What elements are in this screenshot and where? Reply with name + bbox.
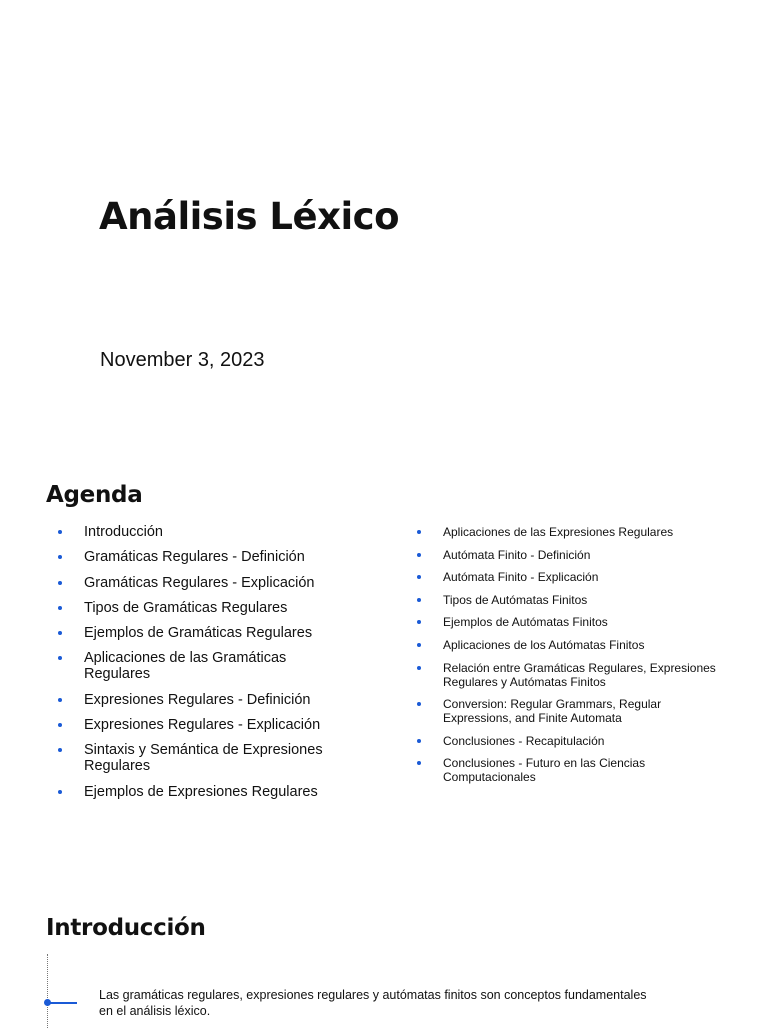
agenda-item-label: Conversion: Regular Grammars, Regular Expressions, and Finite Automata xyxy=(443,697,662,726)
bullet-icon xyxy=(58,581,62,585)
agenda-item-label: Conclusiones - Futuro en las Ciencias Computacionales xyxy=(443,756,646,785)
agenda-item-label: Gramáticas Regulares - Definición xyxy=(84,549,305,566)
agenda-item-label: Sintaxis y Semántica de Expresiones Regulares xyxy=(84,742,323,775)
agenda-item xyxy=(415,570,725,584)
agenda-item-label: Tipos de Autómatas Finitos xyxy=(443,592,588,607)
timeline-line xyxy=(47,954,48,1028)
agenda-item-label: Aplicaciones de las Expresiones Regulares xyxy=(443,525,674,539)
agenda-item xyxy=(56,784,346,800)
agenda-item-label: Expresiones Regulares - Explicación xyxy=(84,717,321,734)
bullet-icon xyxy=(417,598,421,602)
bullet-icon xyxy=(58,606,62,610)
agenda-item xyxy=(415,615,725,629)
introduccion-heading: Introducción xyxy=(46,915,206,941)
bullet-icon xyxy=(58,656,62,660)
bullet-icon xyxy=(58,631,62,635)
agenda-item xyxy=(415,638,725,652)
bullet-icon xyxy=(417,530,421,534)
bullet-icon xyxy=(417,620,421,624)
agenda-item xyxy=(415,697,725,725)
introduccion-text: Las gramáticas regulares, expresiones regulares y autómatas finitos son conceptos fundamentales en el análisis léxico. xyxy=(99,988,647,1018)
bullet-icon xyxy=(58,555,62,559)
agenda-item xyxy=(56,575,346,591)
agenda-item-label: Relación entre Gramáticas Regulares, Expresiones Regulares y Autómatas Finitos xyxy=(443,660,716,689)
agenda-item xyxy=(56,600,346,616)
agenda-item-label: Gramáticas Regulares - Explicación xyxy=(84,574,315,591)
bullet-icon xyxy=(417,761,421,765)
agenda-item xyxy=(415,734,725,748)
agenda-item xyxy=(56,742,346,774)
agenda-item-label: Introducción xyxy=(84,524,163,540)
agenda-item xyxy=(415,593,725,607)
bullet-icon xyxy=(417,702,421,706)
presentation-date: November 3, 2023 xyxy=(100,349,265,371)
agenda-item-label: Ejemplos de Gramáticas Regulares xyxy=(84,625,313,642)
bullet-icon xyxy=(417,575,421,579)
agenda-item-label: Ejemplos de Autómatas Finitos xyxy=(443,615,608,630)
timeline-connector xyxy=(48,1002,77,1004)
agenda-item-label: Tipos de Gramáticas Regulares xyxy=(84,599,288,616)
agenda-item-label: Ejemplos de Expresiones Regulares xyxy=(84,783,318,800)
agenda-item xyxy=(415,661,725,689)
bullet-icon xyxy=(58,790,62,794)
bullet-icon xyxy=(58,748,62,752)
bullet-icon xyxy=(417,666,421,670)
agenda-item xyxy=(415,548,725,562)
agenda-item xyxy=(56,692,346,708)
bullet-icon xyxy=(417,739,421,743)
agenda-item xyxy=(56,524,346,540)
agenda-item-label: Autómata Finito - Explicación xyxy=(443,570,599,585)
page-title: Análisis Léxico xyxy=(99,195,399,238)
agenda-item-label: Aplicaciones de los Autómatas Finitos xyxy=(443,637,645,652)
agenda-list-left xyxy=(56,524,346,809)
agenda-list-right xyxy=(415,525,725,793)
agenda-item xyxy=(56,625,346,641)
agenda-item xyxy=(56,717,346,733)
bullet-icon xyxy=(417,643,421,647)
bullet-icon xyxy=(58,723,62,727)
bullet-icon xyxy=(58,698,62,702)
agenda-item-label: Aplicaciones de las Gramáticas Regulares xyxy=(84,650,287,683)
bullet-icon xyxy=(417,553,421,557)
bullet-icon xyxy=(58,530,62,534)
agenda-item xyxy=(56,549,346,565)
agenda-item-label: Conclusiones - Recapitulación xyxy=(443,733,605,748)
agenda-item xyxy=(415,525,725,539)
agenda-heading: Agenda xyxy=(46,482,143,508)
agenda-item-label: Autómata Finito - Definición xyxy=(443,547,591,562)
agenda-item xyxy=(415,756,725,784)
introduccion-timeline xyxy=(0,950,768,1024)
agenda-item xyxy=(56,650,346,682)
agenda-item-label: Expresiones Regulares - Definición xyxy=(84,691,311,708)
